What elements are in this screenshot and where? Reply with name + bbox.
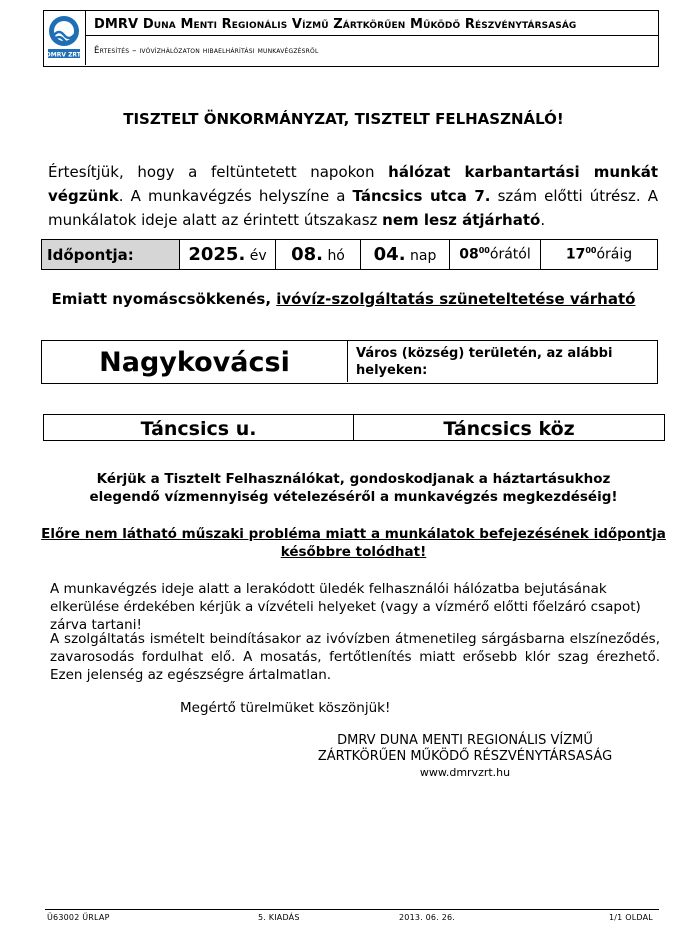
warning-prefix: Emiatt nyomáscsökkenés, [51, 290, 277, 308]
intro-text-1: Értesítjük, hogy a feltüntetett napokon [48, 163, 389, 181]
footer-edition: 5. KIADÁS [258, 913, 300, 922]
footer-date: 2013. 06. 26. [399, 913, 456, 922]
intro-text-2: . A munkavégzés helyszíne a [118, 187, 353, 205]
intro-bold-2: Táncsics utca 7. [352, 187, 491, 205]
start-minute: 00 [478, 246, 490, 256]
end-unit: óráig [596, 246, 633, 263]
intro-text-3: szám előtti útrész. A munkálatok ideje alatt az érintett útszakasz [48, 187, 658, 229]
request-line-2: elegendő vízmennyiség vételezéséről a munkavégzés megkezdéséig! [89, 489, 618, 505]
request-line-1: Kérjük a Tisztelt Felhasználókat, gondoskodjanak a háztartásukhoz [96, 471, 611, 487]
water-drop-logo-icon [44, 11, 84, 63]
date-table [41, 239, 658, 270]
header-divider [86, 35, 658, 36]
month-value: 08. [291, 244, 323, 265]
city-name: Nagykovácsi [42, 341, 348, 382]
intro-paragraph [48, 160, 658, 232]
year-unit: év [249, 248, 267, 264]
end-time-cell [541, 240, 658, 270]
intro-bold-1: hálózat karbantartási munkát végzünk [48, 163, 658, 205]
signature-block [300, 733, 630, 781]
intro-bold-3: nem lesz átjárható [382, 211, 541, 229]
day-unit: nap [410, 248, 437, 264]
end-minute: 00 [585, 246, 597, 256]
service-warning [0, 290, 687, 308]
restart-paragraph: A szolgáltatás ismételt beindításakor az ivóvízben átmenetileg sárgásbarna elszíneződés, zavarosodás fordulhat elő. A mosatás, fertőtlenítés miatt erősebb klór szag érezhető. Ezen jelenség az egészségre ártalmatlan. [50, 631, 660, 683]
document-header [43, 10, 659, 67]
logo-text: DMRV ZRT. [45, 51, 83, 59]
greeting-heading: TISZTELT ÖNKORMÁNYZAT, TISZTELT FELHASZNÁLÓ! [123, 110, 564, 128]
footer-page: 1/1 OLDAL [609, 913, 653, 922]
year-value: 2025. [188, 244, 246, 265]
location-description: Város (község) területén, az alábbi helyeken: [356, 346, 613, 378]
start-unit: órától [489, 246, 531, 263]
website-link[interactable]: www.dmrvzrt.hu [419, 766, 511, 779]
year-cell [180, 240, 276, 270]
start-time-cell [450, 240, 541, 270]
delay-notice [0, 525, 687, 561]
end-hour: 17 [565, 246, 586, 263]
footer-divider [45, 909, 659, 910]
company-name: DMRV Duna Menti Regionális Vízmű Zártkörűen Működő Részvénytársaság [94, 17, 577, 32]
notice-line-1: Előre nem látható műszaki probléma miatt a munkálatok befejezésének időpontja [41, 526, 666, 542]
company-logo [44, 11, 86, 65]
footer-form-id: Ü63002 ŰRLAP [47, 913, 110, 922]
sediment-paragraph: A munkavégzés ideje alatt a lerakódott üledék felhasználói hálózatba bejutásának elkerülése érdekében kérjük a vízvételi helyeket (vagy a vízmérő előtti főelzáró csapot) zárva tartani! [50, 581, 641, 633]
request-paragraph [0, 470, 687, 506]
document-subtitle: Értesítés – ivóvízhálózaton hibaelhárítási munkavégzésről [94, 46, 319, 56]
location-box [41, 340, 658, 384]
street-1: Táncsics u. [44, 415, 354, 440]
street-2: Táncsics köz [443, 418, 575, 440]
intro-text-4: . [540, 211, 546, 229]
warning-underlined: ivóvíz-szolgáltatás szüneteltetése várható [276, 290, 636, 308]
streets-table [43, 414, 665, 441]
signature-line-2: ZÁRTKÖRŰEN MŰKÖDŐ RÉSZVÉNYTÁRSASÁG [317, 749, 613, 764]
month-cell [276, 240, 361, 270]
signature-line-1: DMRV DUNA MENTI REGIONÁLIS VÍZMŰ [337, 733, 593, 748]
thanks-text: Megértő türelmüket köszönjük! [180, 700, 391, 716]
notice-line-2: későbbre tolódhat! [280, 544, 427, 560]
month-unit: hó [327, 248, 345, 264]
day-cell [361, 240, 450, 270]
start-hour: 08 [459, 246, 479, 263]
day-value: 04. [373, 244, 406, 265]
date-label: Időpontja: [42, 240, 180, 270]
